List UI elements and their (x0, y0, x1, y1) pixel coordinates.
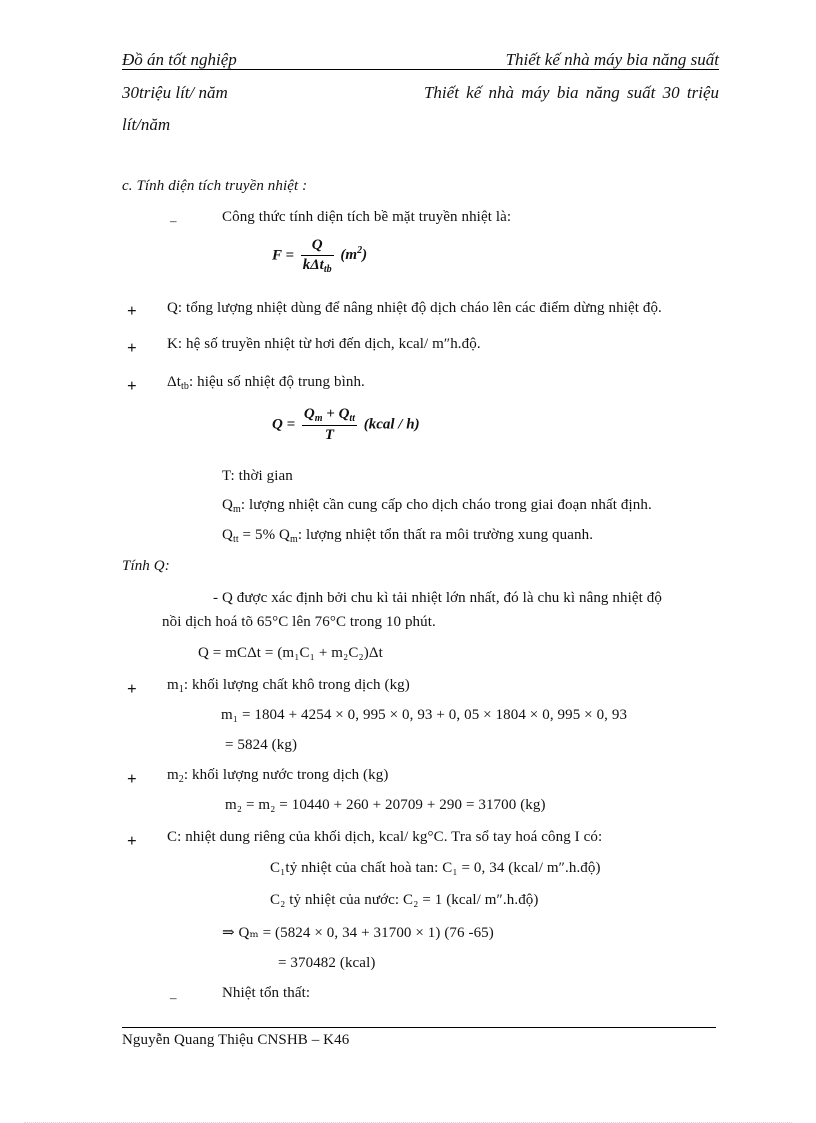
c-label: C: nhiệt dung riêng của khối dịch, kcal/ kg°C. Tra sổ tay hoá công I có: (167, 829, 603, 845)
formula-lhs: F = (272, 247, 295, 264)
explain-qtt (222, 527, 593, 545)
qm-equation: ⇒ Qₘ = (5824 × 0, 34 + 31700 × 1) (76 -65) (222, 925, 494, 941)
m2-eq: m₂ = m₂ = 10440 + 260 + 20709 + 290 = 31700 (kg) (225, 797, 546, 813)
def-k: K: hệ số truyền nhiệt từ hơi đến dịch, kcal/ m″h.độ. (167, 336, 481, 352)
m1-text: : khối lượng chất khô trong dịch (kg) (183, 677, 410, 693)
dash-bullet: – (170, 990, 177, 1005)
dash-bullet: – (170, 213, 177, 228)
den-sub: tb (323, 264, 332, 275)
para-line2: nồi dịch hoá tõ 65°C lên 76°C trong 10 phút. (162, 614, 436, 630)
num-a-sub: m (314, 413, 323, 424)
m1-sym: m (167, 677, 179, 693)
plus-bullet: + (127, 769, 137, 788)
tinh-q-heading: Tính Q: (122, 558, 170, 574)
header-line2-left: 30triệu lít/ năm (122, 83, 228, 102)
eq-main: Q = mCΔt = (m₁C₁ + m₂C₂)Δt (198, 645, 383, 661)
explain-t: T: thời gian (222, 468, 293, 484)
qtt-mid-sub: m (289, 534, 298, 545)
header-rule (122, 69, 719, 70)
def-q: Q: tổng lượng nhiệt dùng để nâng nhiệt độ dịch cháo lên các điểm dừng nhiệt độ. (167, 300, 662, 316)
num-b-sub: tt (349, 413, 355, 424)
plus-bullet: + (127, 301, 137, 320)
m2-sym: m (167, 767, 179, 783)
formula-q-area (272, 406, 420, 444)
qm-sym: Q (222, 497, 233, 513)
header-right-title: Thiết kế nhà máy bia năng suất (505, 50, 719, 69)
qtt-mid: = 5% Q (238, 527, 290, 543)
qm-result: = 370482 (kcal) (278, 955, 376, 971)
num-a: Q (303, 406, 315, 422)
formula-q-denominator: T (324, 427, 335, 443)
qtt-sym: Q (222, 527, 233, 543)
section-title: c. Tính diện tích truyền nhiệt : (122, 178, 308, 194)
qm-sub: m (232, 504, 241, 515)
para-line1: - Q được xác định bởi chu kì tải nhiệt lớn nhất, đó là chu kì nâng nhiệt độ (213, 590, 662, 606)
m1-sub: 1 (178, 684, 184, 695)
m1-eq1: m₁ = 1804 + 4254 × 0, 995 × 0, 93 + 0, 05 × 1804 × 0, 995 × 0, 93 (221, 707, 628, 723)
unit-close: ) (362, 247, 368, 264)
header-line3: lít/năm (122, 115, 171, 134)
c2-line: C₂ tỷ nhiệt của nước: C₂ = 1 (kcal/ m″.h.độ) (270, 892, 539, 908)
formula-fraction (301, 237, 334, 275)
plus-bullet: + (127, 679, 137, 698)
m1-label (167, 677, 410, 695)
plus-bullet: + (127, 338, 137, 357)
def-dt (167, 374, 365, 392)
unit-sup: 2 (357, 245, 363, 257)
plus-bullet: + (127, 831, 137, 850)
formula-numerator: Q (301, 237, 334, 256)
formula-q-numerator (302, 406, 357, 426)
formula-denominator (301, 256, 334, 275)
dt-text: : hiệu số nhiệt độ trung bình. (189, 374, 365, 390)
loss-heading: Nhiệt tổn thất: (222, 985, 311, 1001)
formula-area (272, 237, 367, 275)
num-plus: + (322, 406, 339, 422)
explain-qm (222, 497, 652, 515)
plus-bullet: + (127, 376, 137, 395)
formula-q-fraction (302, 406, 357, 444)
c1-line: C₁tỷ nhiệt của chất hoà tan: C₁ = 0, 34 (kcal/ m″.h.độ) (270, 860, 601, 876)
footer-author: Nguyễn Quang Thiệu CNSHB – K46 (122, 1032, 350, 1048)
den-k: k (302, 257, 311, 273)
unit-open: (m (340, 247, 358, 264)
formula-unit (340, 247, 367, 263)
qtt-sub: tt (232, 534, 239, 545)
m1-eq2: = 5824 (kg) (225, 737, 298, 753)
dt-sub: tb (181, 381, 189, 392)
header-left-title: Đồ án tốt nghiệp (122, 50, 237, 69)
den-delta: Δt (310, 257, 324, 273)
qtt-text: : lượng nhiệt tổn thất ra môi trường xung quanh. (297, 527, 594, 543)
intro-line: Công thức tính diện tích bề mặt truyền nhiệt là: (222, 209, 512, 225)
formula-q-lhs: Q = (272, 416, 296, 433)
m2-text: : khối lượng nước trong dịch (kg) (183, 767, 389, 783)
footer-rule (122, 1027, 716, 1028)
m2-sub: 2 (178, 774, 184, 785)
m2-label (167, 767, 388, 785)
header-line2-right: Thiết kế nhà máy bia năng suất 30 triệu (423, 83, 719, 102)
qm-text: : lượng nhiệt cần cung cấp cho dịch cháo trong giai đoạn nhất định. (240, 497, 652, 513)
num-b: Q (338, 406, 350, 422)
dt-symbol: Δt (167, 374, 182, 390)
formula-q-unit: (kcal / h) (363, 416, 420, 433)
